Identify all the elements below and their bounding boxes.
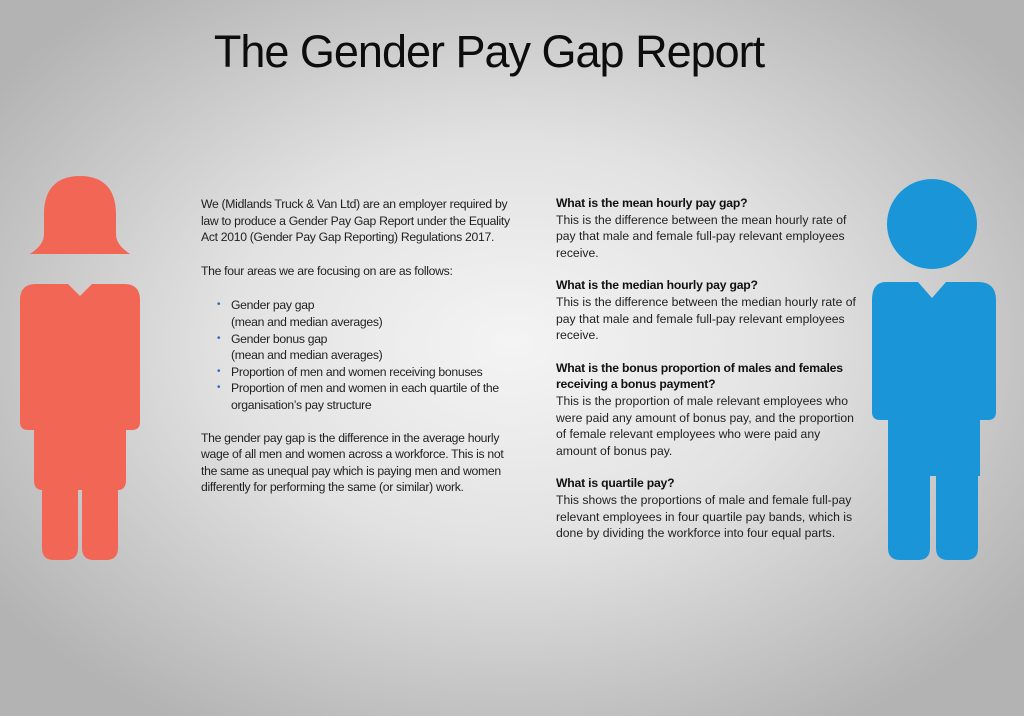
focus-area-label: Proportion of men and women receiving bonuses <box>231 364 483 379</box>
intro-column <box>201 196 519 512</box>
focus-area-label: Gender bonus gap <box>231 331 328 346</box>
faq-answer: This is the difference between the mean hourly rate of pay that male and female full-pay relevant employees receive. <box>556 212 847 260</box>
list-item <box>217 297 519 330</box>
male-person-icon <box>868 176 1000 562</box>
faq-question: What is the mean hourly pay gap? <box>556 196 748 210</box>
faq-question: What is the bonus proportion of males and females receiving a bonus payment? <box>556 360 843 392</box>
focus-area-label: Proportion of men and women in each quartile of the organisation’s pay structure <box>231 381 499 412</box>
focus-areas-list <box>201 297 519 413</box>
bullet-icon: • <box>217 332 221 344</box>
focus-area-sub: (mean and median averages) <box>231 348 383 363</box>
focus-lead: The four areas we are focusing on are as follows: <box>201 263 453 278</box>
bullet-icon: • <box>217 365 221 377</box>
faq-answer: This is the difference between the median hourly rate of pay that male and female full-pay relevant employees receive. <box>556 294 856 343</box>
intro-paragraph: We (Midlands Truck & Van Ltd) are an employer required by law to produce a Gender Pay Gap Report under the Equality Act 2010 (Gender Pay Gap Reporting) Regulations 2017. <box>201 197 510 245</box>
bullet-icon: • <box>217 299 221 311</box>
focus-area-sub: (mean and median averages) <box>231 314 383 329</box>
definition-paragraph: The gender pay gap is the difference in the average hourly wage of all men and women across a workforce. This is not the same as unequal pay which is paying men and women differently for performing the same (or similar) work. <box>201 430 504 495</box>
list-item <box>217 380 519 413</box>
faq-median-pay-gap <box>556 277 856 343</box>
focus-area-label: Gender pay gap <box>231 298 315 313</box>
female-person-icon <box>14 172 146 562</box>
faq-bonus-proportion <box>556 360 856 460</box>
list-item <box>217 331 519 364</box>
faq-question: What is quartile pay? <box>556 476 675 491</box>
faq-answer: This is the proportion of male relevant employees who were paid any amount of bonus pay, and the proportion of female relevant employees who were paid any amount of bonus pay. <box>556 393 854 458</box>
bullet-icon: • <box>217 382 221 394</box>
list-item <box>217 364 519 381</box>
faq-column <box>556 195 856 558</box>
faq-quartile-pay <box>556 475 856 541</box>
faq-answer: This shows the proportions of male and female full-pay relevant employees in four quartile pay bands, which is done by dividing the workforce into four equal parts. <box>556 492 853 541</box>
faq-mean-pay-gap <box>556 195 856 261</box>
faq-question: What is the median hourly pay gap? <box>556 278 758 293</box>
page-title: The Gender Pay Gap Report <box>213 26 765 77</box>
